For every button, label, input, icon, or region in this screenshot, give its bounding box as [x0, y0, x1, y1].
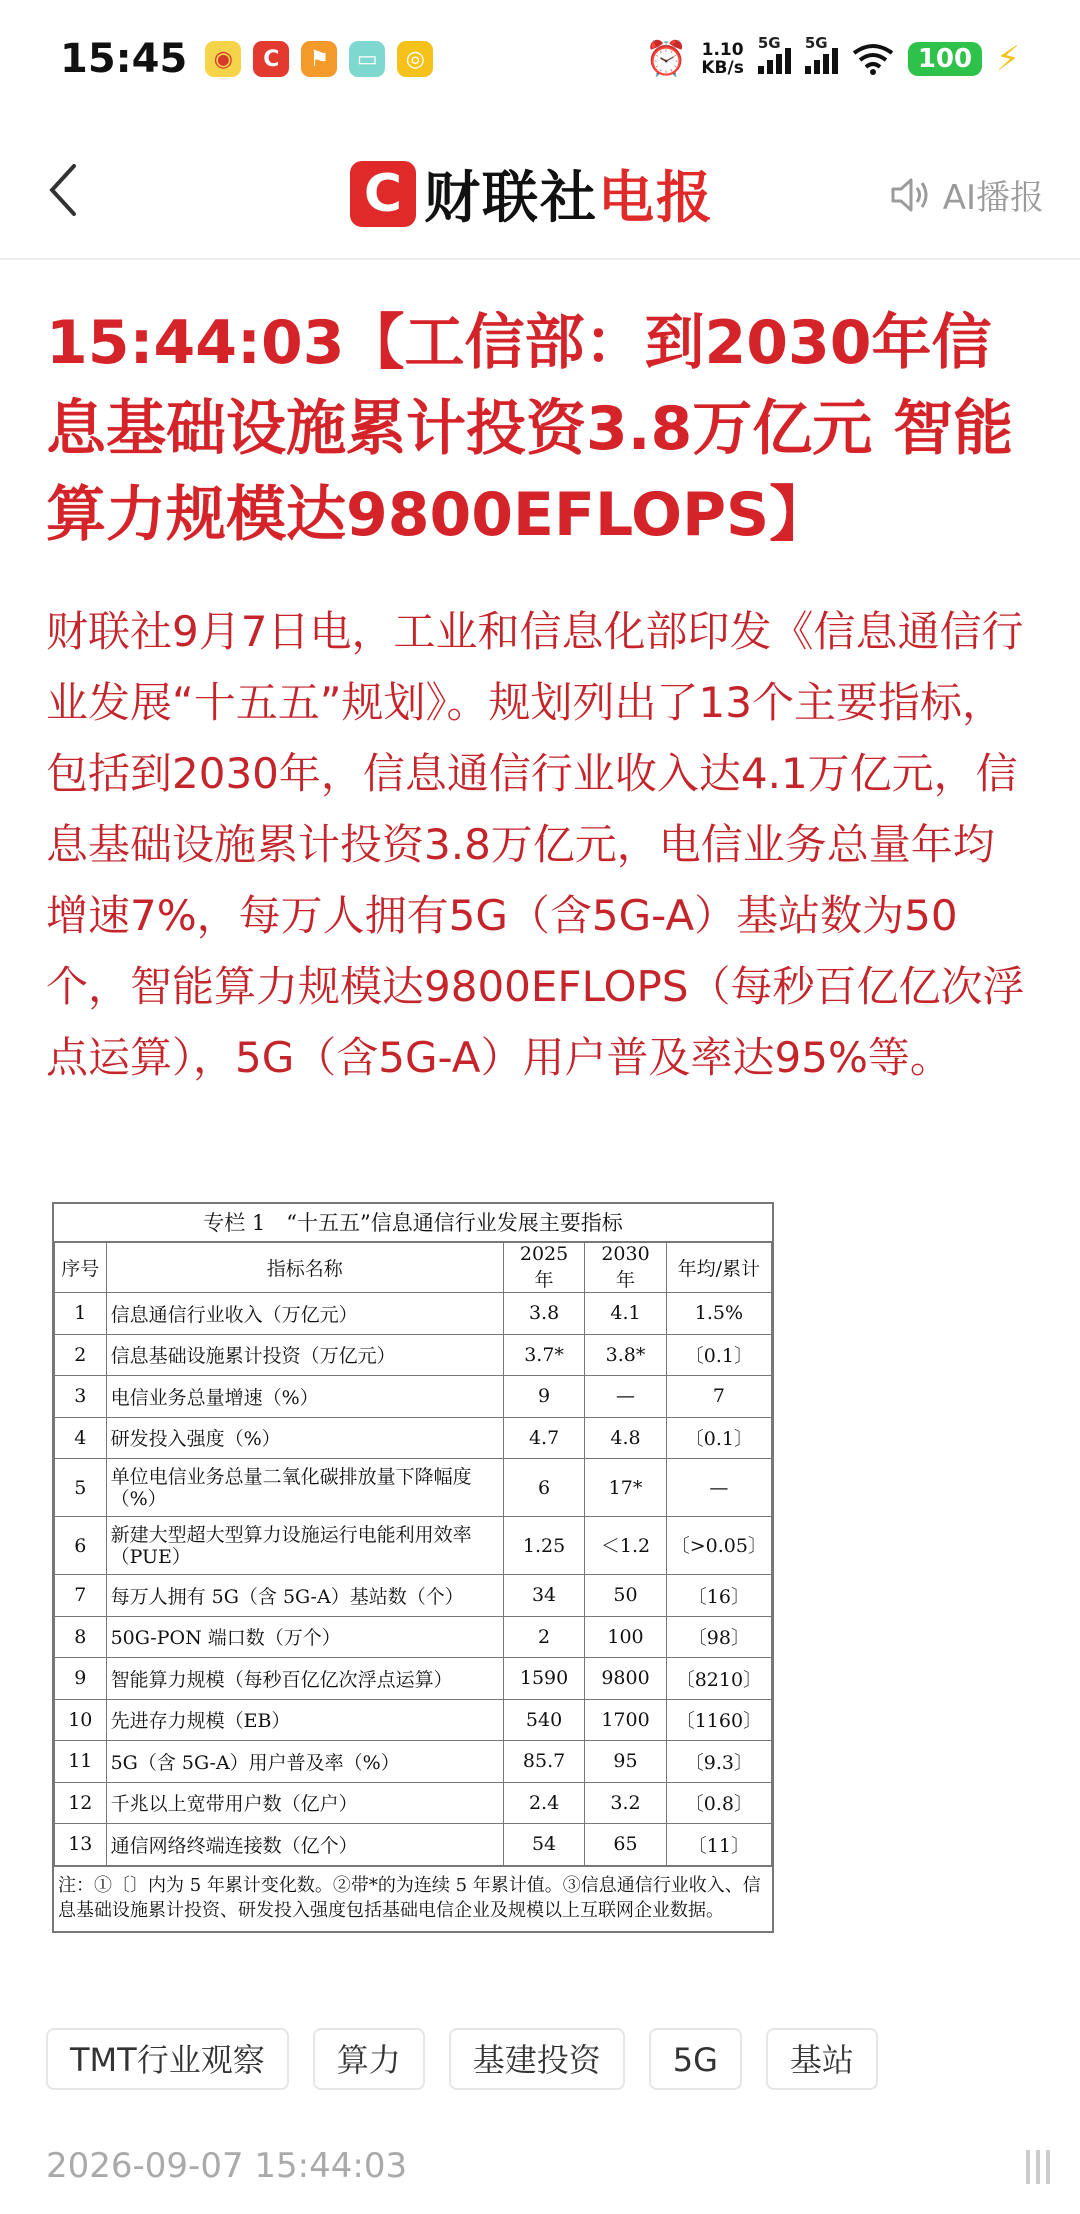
cell-no: 3 — [55, 1376, 107, 1418]
chevron-left-icon — [40, 158, 90, 222]
ai-broadcast-button[interactable] — [889, 170, 1044, 219]
cell-2025: 54 — [503, 1824, 584, 1866]
cell-2025: 1.25 — [503, 1517, 584, 1575]
cell-name: 50G-PON 端口数（万个） — [106, 1616, 503, 1658]
more-icon[interactable] — [1026, 2150, 1054, 2184]
header-2025: 2025 年 — [503, 1243, 584, 1293]
cell-avg: 1.5% — [666, 1293, 771, 1335]
cell-2025: 9 — [503, 1376, 584, 1418]
cell-no: 2 — [55, 1334, 107, 1376]
weibo-icon: ◉ — [205, 41, 241, 77]
cell-no: 13 — [55, 1824, 107, 1866]
sim1-label: 5G — [757, 34, 781, 52]
cell-name: 先进存力规模（EB） — [106, 1699, 503, 1741]
ai-broadcast-label: AI播报 — [942, 178, 1044, 218]
cell-2025: 6 — [503, 1459, 584, 1517]
cell-name: 研发投入强度（%） — [106, 1417, 503, 1459]
cell-2025: 2.4 — [503, 1782, 584, 1824]
logo-mark: C — [350, 161, 416, 227]
cell-no: 9 — [55, 1658, 107, 1700]
cell-2030: 100 — [585, 1616, 666, 1658]
cell-no: 8 — [55, 1616, 107, 1658]
tag-computing-power[interactable]: 算力 — [313, 2028, 425, 2090]
cell-avg: 7 — [666, 1376, 771, 1418]
back-button[interactable] — [40, 158, 90, 222]
table-row — [55, 1517, 772, 1575]
cell-name: 千兆以上宽带用户数（亿户） — [106, 1782, 503, 1824]
cell-no: 4 — [55, 1417, 107, 1459]
cell-no: 10 — [55, 1699, 107, 1741]
cell-no: 6 — [55, 1517, 107, 1575]
table-row — [55, 1334, 772, 1376]
cell-no: 7 — [55, 1575, 107, 1617]
speed-value: 1.10 — [701, 40, 744, 60]
publish-timestamp: 2026-09-07 15:44:03 — [46, 2146, 408, 2186]
cell-name: 信息通信行业收入（万亿元） — [106, 1293, 503, 1335]
notification-icons — [205, 41, 433, 77]
sim2-label: 5G — [804, 34, 828, 52]
cell-2025: 1590 — [503, 1658, 584, 1700]
cell-2030: 50 — [585, 1575, 666, 1617]
message-icon: ▭ — [349, 41, 385, 77]
header-2030: 2030 年 — [585, 1243, 666, 1293]
cell-name: 单位电信业务总量二氧化碳排放量下降幅度（%） — [106, 1459, 503, 1517]
cell-2025: 3.8 — [503, 1293, 584, 1335]
cell-name: 信息基础设施累计投资（万亿元） — [106, 1334, 503, 1376]
table-row — [55, 1417, 772, 1459]
table-row — [55, 1741, 772, 1783]
table-title: 专栏 1 “十五五”信息通信行业发展主要指标 — [54, 1204, 772, 1242]
cell-avg: 〔1160〕 — [666, 1699, 771, 1741]
cell-name: 智能算力规模（每秒百亿亿次浮点运算） — [106, 1658, 503, 1700]
cell-name: 新建大型超大型算力设施运行电能利用效率（PUE） — [106, 1517, 503, 1575]
cell-2030: 3.8* — [585, 1334, 666, 1376]
cls-logo — [350, 154, 714, 234]
table-row — [55, 1782, 772, 1824]
cell-avg: 〔11〕 — [666, 1824, 771, 1866]
cell-2030: — — [585, 1376, 666, 1418]
status-time: 15:45 — [60, 36, 188, 82]
table-row — [55, 1616, 772, 1658]
table-row — [55, 1699, 772, 1741]
table-header-row — [55, 1243, 772, 1293]
logo-text — [424, 154, 714, 234]
cell-avg: 〔0.8〕 — [666, 1782, 771, 1824]
cell-no: 12 — [55, 1782, 107, 1824]
cell-no: 1 — [55, 1293, 107, 1335]
charging-icon: ⚡ — [996, 39, 1020, 79]
signal-icon-sim2 — [804, 34, 838, 74]
table-row — [55, 1376, 772, 1418]
status-bar — [0, 0, 1080, 118]
cell-avg: 〔98〕 — [666, 1616, 771, 1658]
header-avg: 年均/累计 — [666, 1243, 771, 1293]
network-speed — [701, 41, 743, 77]
cell-name: 5G（含 5G-A）用户普及率（%） — [106, 1741, 503, 1783]
tag-list — [46, 2028, 878, 2090]
cell-2030: 95 — [585, 1741, 666, 1783]
header-name: 指标名称 — [106, 1243, 503, 1293]
cell-2030: 4.8 — [585, 1417, 666, 1459]
cell-2025: 85.7 — [503, 1741, 584, 1783]
logo-text-red: 电报 — [598, 166, 714, 231]
cell-2030: ＜1.2 — [585, 1517, 666, 1575]
cell-avg: 〔0.1〕 — [666, 1334, 771, 1376]
cell-avg: — — [666, 1459, 771, 1517]
cell-2025: 2 — [503, 1616, 584, 1658]
cell-2030: 65 — [585, 1824, 666, 1866]
cell-2030: 17* — [585, 1459, 666, 1517]
cell-name: 通信网络终端连接数（亿个） — [106, 1824, 503, 1866]
tag-5g[interactable]: 5G — [649, 2028, 742, 2090]
logo-text-black: 财联社 — [424, 166, 598, 231]
table-row — [55, 1824, 772, 1866]
table-note: 注：①〔〕内为 5 年累计变化数。②带*的为连续 5 年累计值。③信息通信行业收入、信息基础设施累计投资、研发投入强度包括基础电信企业及规模以上互联网企业数据。 — [54, 1866, 772, 1931]
wifi-icon — [852, 43, 894, 75]
alarm-icon: ⏰ — [645, 39, 688, 79]
cell-2030: 9800 — [585, 1658, 666, 1700]
signal-icon-sim1 — [757, 34, 791, 74]
battery-indicator: 100 — [908, 42, 982, 76]
cell-avg: 〔8210〕 — [666, 1658, 771, 1700]
cell-2030: 4.1 — [585, 1293, 666, 1335]
cls-app-icon: C — [253, 41, 289, 77]
table-row — [55, 1459, 772, 1517]
article-headline: 15:44:03【工信部：到2030年信息基础设施累计投资3.8万亿元 智能算力规模达9800EFLOPS】 — [46, 308, 1014, 550]
tag-base-station[interactable]: 基站 — [766, 2028, 878, 2090]
cell-2025: 540 — [503, 1699, 584, 1741]
cell-2030: 1700 — [585, 1699, 666, 1741]
table-row — [55, 1293, 772, 1335]
cell-2025: 3.7* — [503, 1334, 584, 1376]
indicator-grid — [54, 1242, 772, 1866]
cell-name: 每万人拥有 5G（含 5G-A）基站数（个） — [106, 1575, 503, 1617]
cell-avg: 〔0.1〕 — [666, 1417, 771, 1459]
cell-no: 11 — [55, 1741, 107, 1783]
payment-icon: ◎ — [397, 41, 433, 77]
cell-avg: 〔16〕 — [666, 1575, 771, 1617]
app-header — [0, 118, 1080, 260]
article-body: 财联社9月7日电，工业和信息化部印发《信息通信行业发展“十五五”规划》。规划列出了13个主要指标，包括到2030年，信息通信行业收入达4.1万亿元，信息基础设施累计投资3.8万亿元，电信业务总量年均增速7%，每万人拥有5G（含5G-A）基站数为50个，智能算力规模达9800EFLOPS（每秒百亿亿次浮点运算），5G（含5G-A）用户普及率达95%等。 — [46, 607, 1025, 1082]
cell-name: 电信业务总量增速（%） — [106, 1376, 503, 1418]
cell-avg: 〔>0.05〕 — [666, 1517, 771, 1575]
cell-2025: 34 — [503, 1575, 584, 1617]
cell-avg: 〔9.3〕 — [666, 1741, 771, 1783]
cell-no: 5 — [55, 1459, 107, 1517]
tag-tmt[interactable]: TMT行业观察 — [46, 2028, 289, 2090]
header-no: 序号 — [55, 1243, 107, 1293]
table-row — [55, 1575, 772, 1617]
indicator-table[interactable] — [52, 1202, 774, 1933]
tag-infrastructure[interactable]: 基建投资 — [449, 2028, 625, 2090]
speed-unit: KB/s — [701, 58, 744, 78]
app-icon: ⚑ — [301, 41, 337, 77]
table-row — [55, 1658, 772, 1700]
speaker-icon — [889, 175, 933, 215]
cell-2030: 3.2 — [585, 1782, 666, 1824]
cell-2025: 4.7 — [503, 1417, 584, 1459]
